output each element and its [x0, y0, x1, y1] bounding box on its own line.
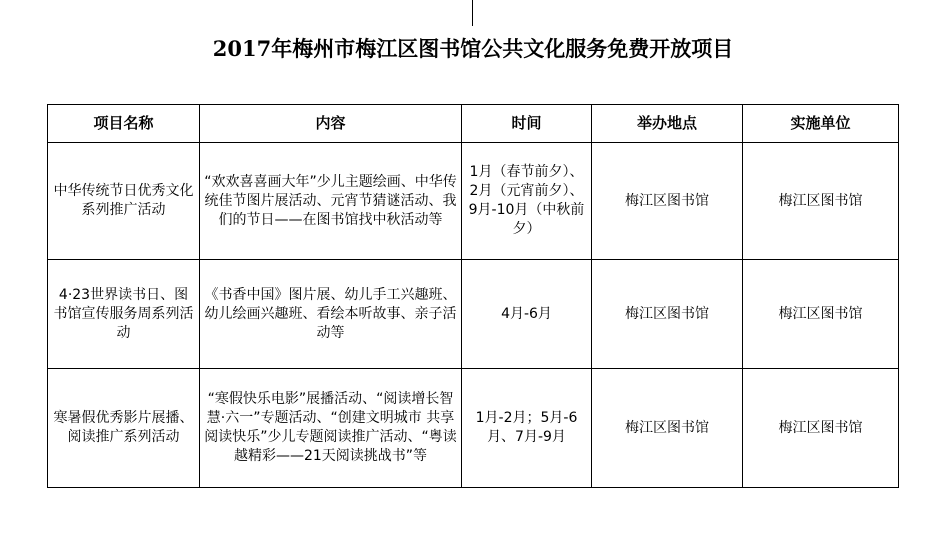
cell-project-name: 中华传统节日优秀文化系列推广活动 [48, 143, 200, 260]
cell-time: 1月-2月；5月-6月、7月-9月 [462, 369, 592, 488]
cell-unit: 梅江区图书馆 [743, 143, 899, 260]
cell-unit: 梅江区图书馆 [743, 369, 899, 488]
table-row [48, 143, 899, 260]
table-row [48, 260, 899, 369]
cell-content: “寒假快乐电影”展播活动、“阅读增长智慧·六一”专题活动、“创建文明城市 共享阅读快乐”少儿专题阅读推广活动、“粤读越精彩——21天阅读挑战书”等 [200, 369, 462, 488]
header-venue: 举办地点 [592, 105, 743, 143]
cell-time: 1月（春节前夕）、2月（元宵前夕）、9月-10月（中秋前夕） [462, 143, 592, 260]
text-cursor-line [472, 0, 473, 26]
cell-project-name: 4·23世界读书日、图书馆宣传服务周系列活动 [48, 260, 200, 369]
project-table [47, 104, 899, 488]
cell-venue: 梅江区图书馆 [592, 143, 743, 260]
cell-content: “欢欢喜喜画大年”少儿主题绘画、中华传统佳节图片展活动、元宵节猜谜活动、我们的节日——在图书馆找中秋活动等 [200, 143, 462, 260]
cell-venue: 梅江区图书馆 [592, 369, 743, 488]
cell-project-name: 寒暑假优秀影片展播、阅读推广系列活动 [48, 369, 200, 488]
cell-venue: 梅江区图书馆 [592, 260, 743, 369]
header-content: 内容 [200, 105, 462, 143]
header-time: 时间 [462, 105, 592, 143]
table-row [48, 369, 899, 488]
cell-content: 《书香中国》图片展、幼儿手工兴趣班、幼儿绘画兴趣班、看绘本听故事、亲子活动等 [200, 260, 462, 369]
header-project-name: 项目名称 [48, 105, 200, 143]
header-unit: 实施单位 [743, 105, 899, 143]
document-title: 2017年梅州市梅江区图书馆公共文化服务免费开放项目 [212, 36, 734, 61]
cell-unit: 梅江区图书馆 [743, 260, 899, 369]
cell-time: 4月-6月 [462, 260, 592, 369]
table-header-row [48, 105, 899, 143]
